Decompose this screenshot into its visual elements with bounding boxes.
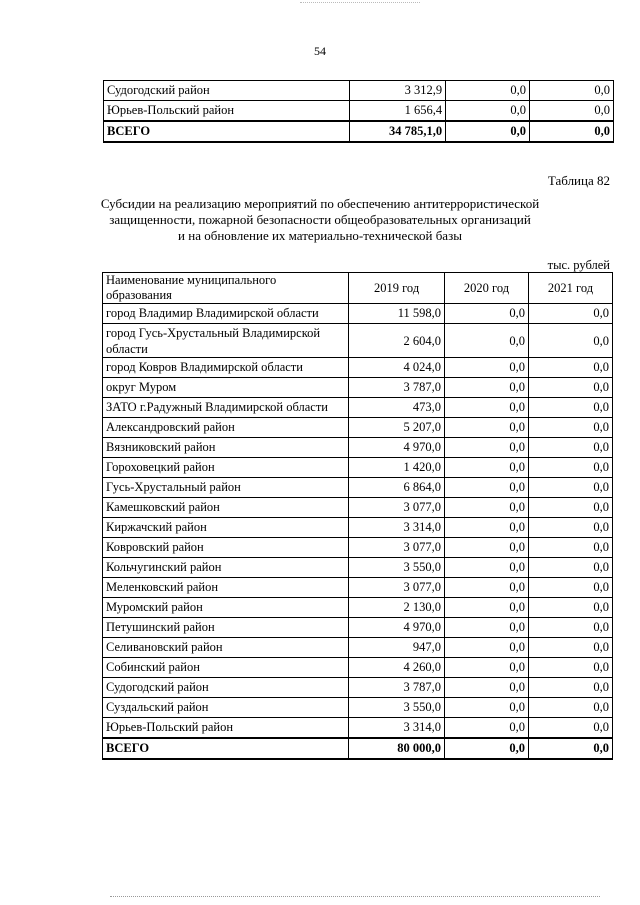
value-2019: 6 864,0	[349, 478, 445, 498]
table-row	[103, 498, 613, 518]
value-2019: 1 656,4	[350, 101, 446, 122]
row-name: Петушинский район	[103, 618, 349, 638]
value-2021: 0,0	[528, 478, 612, 498]
table-row	[103, 304, 613, 324]
total-2021: 0,0	[530, 121, 614, 142]
value-2020: 0,0	[445, 618, 529, 638]
value-2021: 0,0	[530, 101, 614, 122]
value-2019: 3 077,0	[349, 578, 445, 598]
row-name: Селивановский район	[103, 638, 349, 658]
value-2020: 0,0	[445, 638, 529, 658]
value-2020: 0,0	[445, 378, 529, 398]
total-row	[103, 738, 613, 759]
row-name: Судогодский район	[103, 678, 349, 698]
header-row	[103, 273, 613, 304]
value-2020: 0,0	[445, 538, 529, 558]
total-2020: 0,0	[445, 738, 529, 759]
value-2020: 0,0	[445, 718, 529, 739]
title-line: защищенности, пожарной безопасности общеобразовательных организаций	[109, 212, 531, 227]
row-name: Гусь-Хрустальный район	[103, 478, 349, 498]
value-2021: 0,0	[528, 678, 612, 698]
value-2019: 4 970,0	[349, 438, 445, 458]
row-name: Ковровский район	[103, 538, 349, 558]
header-2021: 2021 год	[528, 273, 612, 304]
row-name: Собинский район	[103, 658, 349, 678]
value-2020: 0,0	[445, 458, 529, 478]
subsidy-table-body	[103, 304, 613, 760]
value-2019: 947,0	[349, 638, 445, 658]
row-name: Вязниковский район	[103, 438, 349, 458]
value-2019: 3 077,0	[349, 498, 445, 518]
table-row	[103, 618, 613, 638]
row-name: город Ковров Владимирской области	[103, 358, 349, 378]
total-row	[104, 121, 614, 142]
table-row	[103, 378, 613, 398]
value-2021: 0,0	[528, 458, 612, 478]
row-name: Кольчугинский район	[103, 558, 349, 578]
table-row	[103, 558, 613, 578]
value-2021: 0,0	[528, 304, 612, 324]
value-2021: 0,0	[528, 438, 612, 458]
value-2020: 0,0	[445, 304, 529, 324]
value-2021: 0,0	[528, 358, 612, 378]
table-row	[103, 698, 613, 718]
header-2019: 2019 год	[349, 273, 445, 304]
table-row	[103, 658, 613, 678]
table-row	[104, 81, 614, 101]
title-line: и на обновление их материально-технической базы	[178, 228, 462, 243]
value-2020: 0,0	[445, 358, 529, 378]
value-2021: 0,0	[528, 598, 612, 618]
row-name: Меленковский район	[103, 578, 349, 598]
value-2019: 3 314,0	[349, 718, 445, 739]
value-2021: 0,0	[528, 698, 612, 718]
value-2019: 3 550,0	[349, 558, 445, 578]
total-2020: 0,0	[446, 121, 530, 142]
title-line: Субсидии на реализацию мероприятий по обеспечению антитеррористической	[100, 196, 540, 211]
value-2020: 0,0	[445, 698, 529, 718]
table-row	[103, 538, 613, 558]
value-2019: 3 550,0	[349, 698, 445, 718]
continuation-table	[103, 80, 614, 143]
table-row	[103, 324, 613, 358]
table-row	[103, 598, 613, 618]
value-2021: 0,0	[528, 718, 612, 739]
row-name: Муромский район	[103, 598, 349, 618]
row-name: Камешковский район	[103, 498, 349, 518]
row-name: округ Муром	[103, 378, 349, 398]
row-name: город Владимир Владимирской области	[103, 304, 349, 324]
total-label: ВСЕГО	[103, 738, 349, 759]
value-2020: 0,0	[445, 598, 529, 618]
table-row	[103, 518, 613, 538]
table-title	[0, 196, 640, 244]
header-name: Наименование муниципального образования	[103, 273, 349, 304]
row-name: город Гусь-Хрустальный Владимирской области	[103, 324, 349, 358]
top-scan-rule	[300, 2, 420, 3]
table-row	[103, 678, 613, 698]
value-2021: 0,0	[530, 81, 614, 101]
value-2021: 0,0	[528, 658, 612, 678]
table-caption: Таблица 82	[547, 173, 610, 188]
value-2019: 3 312,9	[350, 81, 446, 101]
page-number: 54	[314, 44, 326, 58]
total-label: ВСЕГО	[104, 121, 350, 142]
value-2021: 0,0	[528, 518, 612, 538]
value-2019: 5 207,0	[349, 418, 445, 438]
table-row	[103, 578, 613, 598]
value-2020: 0,0	[445, 418, 529, 438]
value-2020: 0,0	[445, 578, 529, 598]
value-2019: 3 787,0	[349, 678, 445, 698]
table-row	[103, 478, 613, 498]
value-2019: 3 787,0	[349, 378, 445, 398]
value-2021: 0,0	[528, 418, 612, 438]
value-2019: 2 604,0	[349, 324, 445, 358]
value-2021: 0,0	[528, 618, 612, 638]
value-2020: 0,0	[445, 658, 529, 678]
value-2021: 0,0	[528, 498, 612, 518]
table-row	[103, 418, 613, 438]
total-2021: 0,0	[528, 738, 612, 759]
table-row	[103, 398, 613, 418]
value-2019: 11 598,0	[349, 304, 445, 324]
row-name: Юрьев-Польский район	[103, 718, 349, 739]
value-2021: 0,0	[528, 578, 612, 598]
value-2021: 0,0	[528, 558, 612, 578]
total-2019: 80 000,0	[349, 738, 445, 759]
continuation-table-body	[104, 81, 614, 143]
row-name: Суздальский район	[103, 698, 349, 718]
subsidy-table	[102, 272, 613, 760]
table-row	[103, 458, 613, 478]
row-name: Юрьев-Польский район	[104, 101, 350, 122]
value-2019: 4 970,0	[349, 618, 445, 638]
value-2020: 0,0	[445, 398, 529, 418]
table-row	[103, 638, 613, 658]
value-2019: 3 077,0	[349, 538, 445, 558]
row-name: Александровский район	[103, 418, 349, 438]
value-2019: 3 314,0	[349, 518, 445, 538]
total-2019: 34 785,1,0	[350, 121, 446, 142]
value-2020: 0,0	[445, 518, 529, 538]
value-2019: 1 420,0	[349, 458, 445, 478]
value-2020: 0,0	[445, 558, 529, 578]
header-2020: 2020 год	[445, 273, 529, 304]
unit-label: тыс. рублей	[547, 258, 610, 272]
value-2020: 0,0	[445, 678, 529, 698]
table-row	[104, 101, 614, 122]
value-2019: 4 260,0	[349, 658, 445, 678]
value-2021: 0,0	[528, 378, 612, 398]
value-2020: 0,0	[446, 81, 530, 101]
value-2021: 0,0	[528, 398, 612, 418]
row-name: Киржачский район	[103, 518, 349, 538]
value-2019: 473,0	[349, 398, 445, 418]
value-2020: 0,0	[445, 498, 529, 518]
table-row	[103, 438, 613, 458]
value-2020: 0,0	[445, 324, 529, 358]
table-row	[103, 718, 613, 739]
value-2020: 0,0	[446, 101, 530, 122]
value-2020: 0,0	[445, 478, 529, 498]
value-2020: 0,0	[445, 438, 529, 458]
value-2021: 0,0	[528, 538, 612, 558]
row-name: ЗАТО г.Радужный Владимирской области	[103, 398, 349, 418]
value-2019: 2 130,0	[349, 598, 445, 618]
value-2021: 0,0	[528, 638, 612, 658]
table-row	[103, 358, 613, 378]
row-name: Судогодский район	[104, 81, 350, 101]
row-name: Гороховецкий район	[103, 458, 349, 478]
value-2019: 4 024,0	[349, 358, 445, 378]
footer-scan-rule	[110, 896, 600, 897]
value-2021: 0,0	[528, 324, 612, 358]
